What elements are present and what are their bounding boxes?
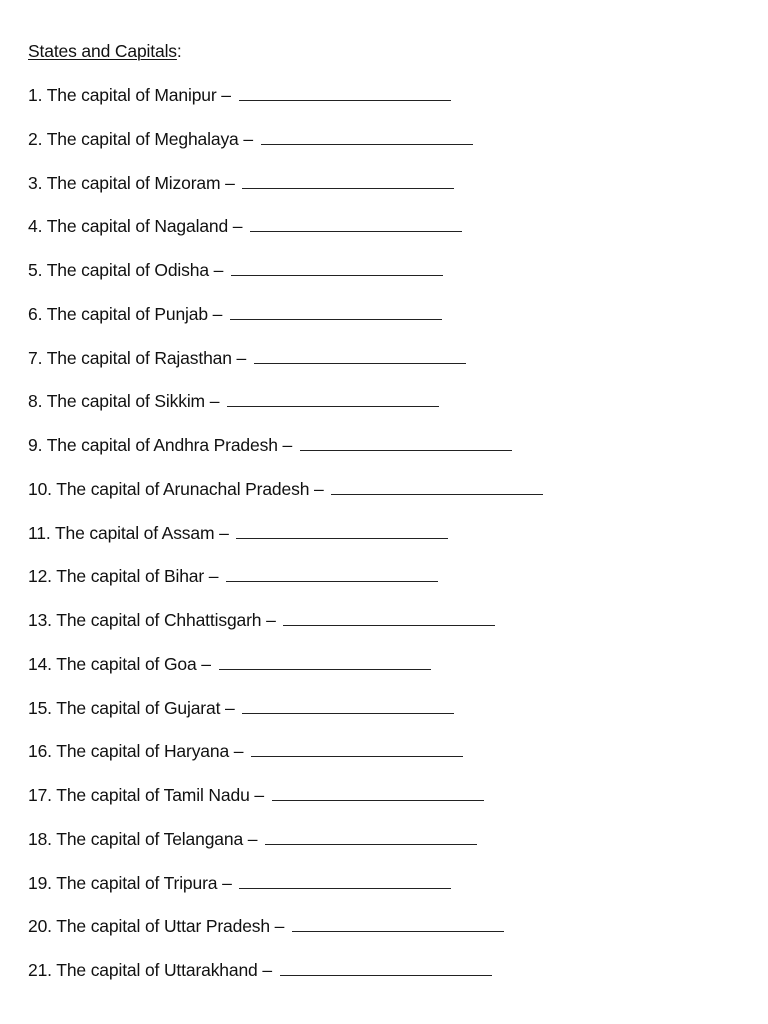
question-item [28, 958, 748, 1002]
question-item [28, 783, 748, 827]
answer-blank [219, 654, 431, 670]
question-item [28, 696, 748, 740]
worksheet-title [28, 39, 182, 63]
answer-blank [242, 698, 454, 714]
answer-blank [239, 85, 451, 101]
answer-blank [292, 916, 504, 932]
question-item [28, 171, 748, 215]
question-item [28, 564, 748, 608]
question-text: 19. The capital of Tripura – [28, 872, 232, 893]
answer-blank [283, 610, 495, 626]
question-item [28, 346, 748, 390]
answer-blank [250, 216, 462, 232]
answer-blank [280, 960, 492, 976]
question-text: 9. The capital of Andhra Pradesh – [28, 435, 293, 455]
answer-blank [230, 304, 442, 320]
question-text: 17. The capital of Tamil Nadu – [28, 785, 264, 805]
question-text: 12. The capital of Bihar – [28, 566, 219, 587]
question-text: 8. The capital of Sikkim – [28, 391, 220, 412]
question-text: 18. The capital of Telangana – [28, 828, 258, 849]
question-item [28, 302, 748, 346]
question-text: 20. The capital of Uttar Pradesh – [28, 916, 285, 937]
question-text: 7. The capital of Rajasthan – [28, 347, 247, 368]
question-item [28, 914, 748, 958]
answer-blank [251, 741, 463, 757]
question-item [28, 871, 748, 915]
question-item [28, 521, 748, 565]
question-text: 21. The capital of Uttarakhand – [28, 960, 272, 980]
worksheet-title-colon: : [176, 41, 182, 61]
answer-blank [226, 566, 438, 582]
answer-blank [254, 348, 466, 364]
answer-blank [331, 479, 543, 495]
question-item [28, 389, 748, 433]
question-item [28, 83, 748, 127]
question-text: 3. The capital of Mizoram – [28, 172, 235, 193]
question-item [28, 258, 748, 302]
question-text: 4. The capital of Nagaland – [28, 216, 243, 237]
question-item [28, 827, 748, 871]
answer-blank [272, 785, 484, 801]
question-item [28, 739, 748, 783]
question-text: 5. The capital of Odisha – [28, 260, 224, 280]
question-item [28, 214, 748, 258]
question-text: 1. The capital of Manipur – [28, 85, 231, 105]
answer-blank [242, 173, 454, 189]
question-text: 14. The capital of Goa – [28, 653, 211, 674]
question-text: 2. The capital of Meghalaya – [28, 128, 253, 149]
question-text: 11. The capital of Assam – [28, 522, 229, 543]
question-list [28, 83, 748, 1002]
question-text: 10. The capital of Arunachal Pradesh – [28, 478, 324, 499]
question-item [28, 652, 748, 696]
answer-blank [236, 523, 448, 539]
question-item [28, 477, 748, 521]
question-text: 6. The capital of Punjab – [28, 303, 223, 324]
question-item [28, 433, 748, 477]
answer-blank [239, 873, 451, 889]
answer-blank [300, 435, 512, 451]
worksheet-title-text: States and Capitals [28, 41, 177, 61]
question-text: 15. The capital of Gujarat – [28, 697, 235, 718]
answer-blank [265, 829, 477, 845]
answer-blank [227, 391, 439, 407]
question-text: 16. The capital of Haryana – [28, 741, 244, 762]
question-text: 13. The capital of Chhattisgarh – [28, 610, 276, 630]
question-item [28, 127, 748, 171]
question-item [28, 608, 748, 652]
answer-blank [231, 260, 443, 276]
answer-blank [261, 129, 473, 145]
